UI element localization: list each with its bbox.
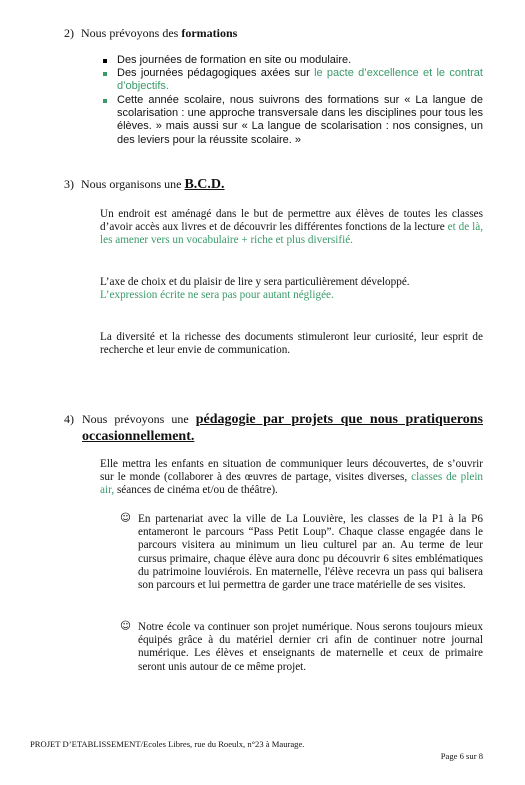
smiley-icon: ☺	[120, 620, 131, 632]
section-3-lead: Nous organisons une	[81, 177, 182, 191]
s4-item-2-text: Notre école va continuer son projet numérique. Nous serons toujours mieux équipés grâce à du matériel dernier cri afin de continuer notre journal numérique. Les élèves et enseignants de maternelle et ceux de primaire seront unis autour de ce même projet.	[138, 621, 483, 673]
section-3-number: 3)	[64, 177, 74, 191]
section-4-heading	[82, 411, 483, 445]
s4-item-2	[138, 621, 483, 674]
footer-address: PROJET D’ETABLISSEMENT/Ecoles Libres, rue du Roeulx, n°23 à Maurage.	[30, 739, 305, 749]
s3-p2-accent: L’expression écrite ne sera pas pour autant négligée.	[100, 289, 334, 302]
s4-p1-text: Elle mettra les enfants en situation de communiquer leurs découvertes, de s’ouvrir sur le monde (collaborer à des œuvres de partage, visites diverses,	[100, 458, 483, 484]
section-2-lead: Nous prévoyons des	[81, 26, 179, 40]
section-3-heading	[64, 178, 225, 191]
section-4-lead-bold: pédagogie par projets que nous pratiquerons occasionnellement.	[82, 412, 483, 444]
s4-item-1	[138, 513, 483, 592]
s3-paragraph-2	[100, 276, 483, 302]
square-bullet-green-icon	[103, 72, 107, 76]
s2-bullet-2-text: Des journées pédagogiques axées sur	[117, 67, 310, 79]
s4-p1-accent: classes de plein air,	[100, 471, 484, 497]
section-4-lead: Nous prévoyons une	[82, 412, 189, 426]
section-2-heading	[64, 27, 237, 40]
s4-item-1-text: En partenariat avec la ville de La Louvière, les classes de la P1 à la P6 entameront le parcours “Pass Petit Loup”. Chaque classe engagée dans le parcours visitera au minimum un lieu culturel par an. Au terme de leur cursus primaire, chaque élève aura donc pu découvrir 6 sites emblématiques du patrimoine louviérois. En maternelle, l'élève recevra un pass qui balisera son parcours et lui permettra de garder une trace matérielle de ses visites.	[138, 513, 483, 592]
s2-bullet-2	[117, 67, 483, 93]
square-bullet-green-icon	[103, 99, 107, 103]
s3-p1-accent: et de là, les amener vers un vocabulaire + riche et plus diversifié.	[100, 221, 484, 247]
s4-p1-text-end: séances de cinéma et/ou de théâtre).	[116, 484, 278, 497]
s2-bullet-2-accent: le pacte d’excellence et le contrat d’objectifs.	[117, 67, 483, 93]
s3-paragraph-1	[100, 208, 483, 248]
section-4-number: 4)	[64, 412, 74, 426]
section-2-lead-bold: formations	[181, 26, 238, 40]
s3-p1-text: Un endroit est aménagé dans le but de permettre aux élèves de toutes les classes d’avoir accès aux livres et de découvrir les différentes fonctions de la lecture	[100, 208, 483, 234]
s4-paragraph-1	[100, 458, 483, 498]
section-3-lead-bold: B.C.D.	[184, 177, 225, 192]
s3-p2-text: L’axe de choix et du plaisir de lire y sera particulièrement développé.	[100, 276, 410, 288]
footer-page-number: Page 6 sur 8	[440, 751, 483, 761]
s2-bullet-3: Cette année scolaire, nous suivrons des formations sur « La langue de scolarisation : une approche transversale dans les disciplines pour tous les élèves. » mais aussi sur « La langue de scolarisation : nos consignes, un des leviers pour la réussite scolaire. »	[117, 94, 483, 146]
s2-bullet-1: Des journées de formation en site ou modulaire.	[117, 54, 352, 66]
s3-paragraph-3: La diversité et la richesse des documents stimuleront leur curiosité, leur esprit de recherche et leur envie de communication.	[100, 331, 483, 357]
smiley-icon: ☺	[120, 512, 131, 524]
section-2-number: 2)	[64, 26, 74, 40]
square-bullet-black-icon	[103, 59, 107, 63]
